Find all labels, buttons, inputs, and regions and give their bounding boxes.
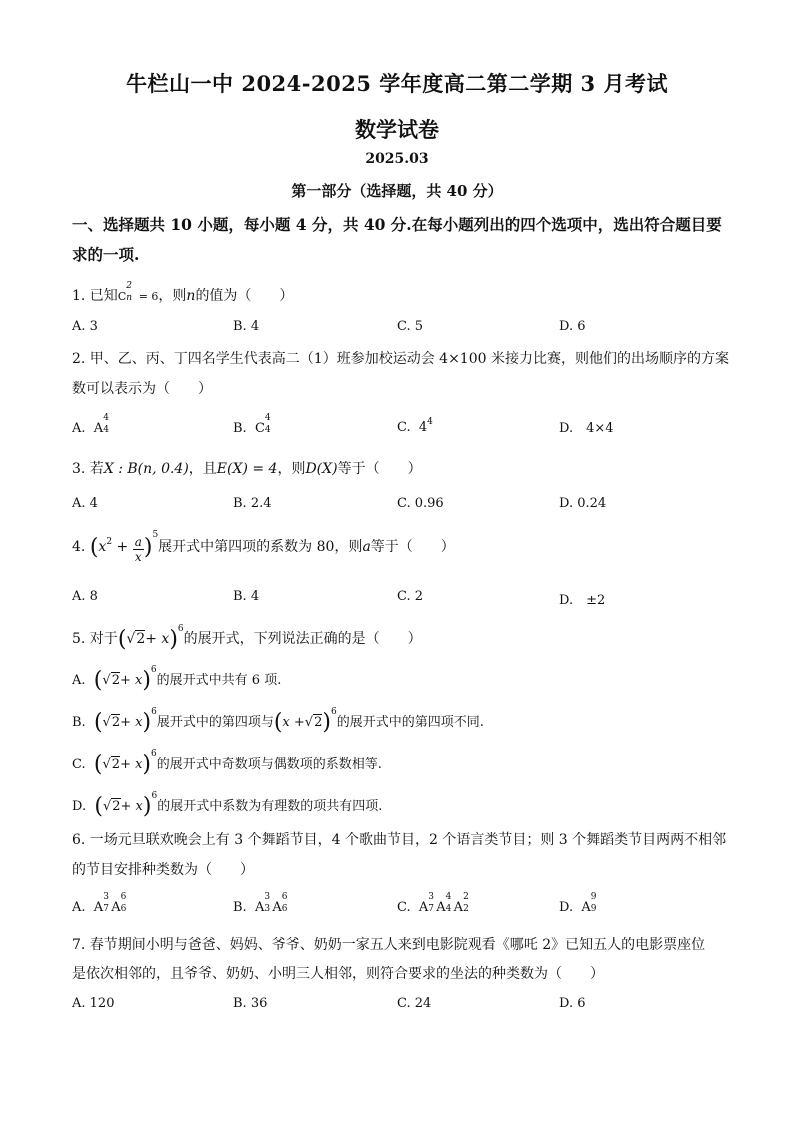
exam-title: 牛栏山一中 2024-2025 学年度高二第二学期 3 月考试 bbox=[126, 71, 668, 96]
question-4: 4. ($x^2$ + $\frac{a}{x}$ )$^5$展开式中第四项的系数为 80，则a等于（ ） bbox=[72, 530, 455, 564]
q2-option-c[interactable]: C. $4^4$ bbox=[397, 417, 433, 435]
question-2-line1: 2. 甲、乙、丙、丁四名学生代表高二（1）班参加校运动会 4×100 米接力比赛，则他们的出场顺序的方案 bbox=[72, 351, 729, 367]
q3-option-c[interactable]: C. 0.96 bbox=[397, 496, 444, 511]
q5-option-c[interactable]: C. $(√2+ x)^6$的展开式中奇数项与偶数项的系数相等. bbox=[72, 749, 382, 777]
q4-option-a[interactable]: A. 8 bbox=[72, 589, 98, 604]
q7-option-a[interactable]: A. 120 bbox=[72, 996, 115, 1011]
q7-option-b[interactable]: B. 36 bbox=[233, 996, 268, 1011]
q3-option-b[interactable]: B. 2.4 bbox=[233, 496, 272, 511]
q4-option-b[interactable]: B. 4 bbox=[233, 589, 260, 604]
question-6-line1: 6. 一场元旦联欢晚会上有 3 个舞蹈节目，4 个歌曲节目，2 个语言类节目；则 3 个舞蹈类节目两两不相邻 bbox=[72, 832, 727, 848]
q4-option-d[interactable]: D. ±2 bbox=[559, 593, 606, 608]
q4-variable: a bbox=[362, 539, 371, 555]
q3-distribution: X : B(n, 0.4) bbox=[103, 461, 189, 477]
q1-question-end: 的值为（ ） bbox=[195, 288, 294, 304]
section-instructions-line1: 一、选择题共 10 小题，每小题 4 分，共 40 分.在每小题列出的四个选项中，选出符合题目要 bbox=[72, 215, 722, 234]
q4-fraction: $\frac{a}{x}$ bbox=[134, 535, 142, 564]
q1-equals: = 6 bbox=[138, 290, 159, 303]
q1-variable: n bbox=[186, 288, 196, 304]
part-heading: 第一部分（选择题，共 40 分） bbox=[291, 182, 503, 200]
q3-variance: D(X) bbox=[305, 461, 338, 477]
question-6-line2: 的节目安排种类数为（ ） bbox=[72, 862, 254, 878]
q1-option-b[interactable]: B. 4 bbox=[233, 319, 260, 334]
q1-option-c[interactable]: C. 5 bbox=[397, 319, 424, 334]
q5-option-d[interactable]: D. $(√2+ x)^6$的展开式中系数为有理数的项共有四项. bbox=[72, 791, 383, 819]
q2-option-b[interactable]: B. C 4 4 bbox=[233, 413, 271, 436]
section-instructions-line2: 求的一项. bbox=[72, 245, 140, 264]
q3-option-d[interactable]: D. 0.24 bbox=[559, 496, 607, 511]
q6-option-c[interactable]: C. A 3 7 A 4 4 A 2 2 bbox=[397, 892, 469, 915]
q7-option-c[interactable]: C. 24 bbox=[397, 996, 432, 1011]
q1-option-a[interactable]: A. 3 bbox=[72, 319, 98, 334]
q4-x-squared: x bbox=[98, 539, 107, 555]
q6-option-b[interactable]: B. A 3 3 A 6 6 bbox=[233, 892, 288, 915]
q2-option-d[interactable]: D. 4×4 bbox=[559, 421, 614, 436]
q1-combination: C 2 n bbox=[117, 281, 133, 303]
question-1 bbox=[72, 281, 294, 305]
question-7-line2: 是依次相邻的，且爷爷、奶奶、小明三人相邻，则符合要求的坐法的种类数为（ ） bbox=[72, 966, 604, 982]
exam-subtitle: 数学试卷 bbox=[355, 117, 439, 142]
q1-text: ，则 bbox=[158, 288, 187, 304]
q7-option-d[interactable]: D. 6 bbox=[559, 996, 586, 1011]
q2-option-a[interactable]: A. A 4 4 bbox=[72, 413, 109, 436]
q3-expectation: E(X) = 4 bbox=[216, 461, 278, 477]
q4-option-c[interactable]: C. 2 bbox=[397, 589, 424, 604]
exam-date: 2025.03 bbox=[365, 151, 429, 167]
q3-option-a[interactable]: A. 4 bbox=[72, 496, 98, 511]
q6-option-d[interactable]: D. A 9 9 bbox=[559, 892, 597, 915]
question-7-line1: 7. 春节期间小明与爸爸、妈妈、爷爷、奶奶一家五人来到电影院观看《哪吒 2》已知五人的电影票座位 bbox=[72, 937, 706, 953]
q5-option-a[interactable]: A. $(√2+ x)^6$的展开式中共有 6 项. bbox=[72, 665, 282, 693]
q1-option-d[interactable]: D. 6 bbox=[559, 319, 586, 334]
q6-option-a[interactable]: A. A 3 7 A 6 6 bbox=[72, 892, 127, 915]
q1-prefix: 1. 已知 bbox=[72, 288, 118, 304]
question-3: 3. 若X : B(n, 0.4)，且E(X) = 4，则D(X)等于（ ） bbox=[72, 461, 422, 477]
q5-option-b[interactable]: B. $(√2+ x)^6$展开式中的第四项与$(x +√2)^6$的展开式中的第四项不同. bbox=[72, 707, 484, 735]
question-2-line2: 数可以表示为（ ） bbox=[72, 381, 212, 397]
question-5: 5. 对于$(√2+ x)^6$的展开式，下列说法正确的是（ ） bbox=[72, 624, 422, 652]
